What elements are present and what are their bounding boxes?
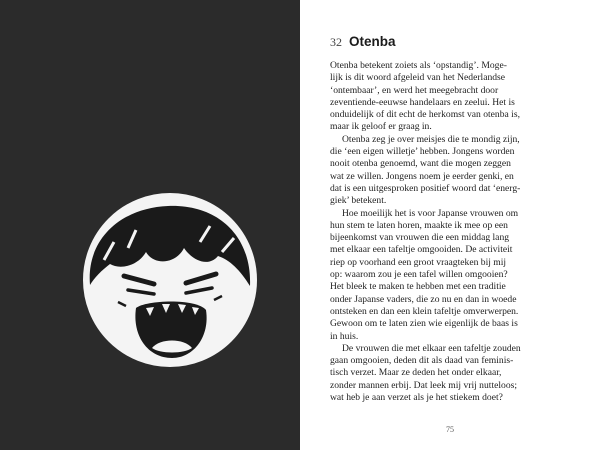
- text-line: dat is een uitgesproken positief woord dat ‘energ-: [330, 182, 521, 194]
- text-line: bijeenkomst van vrouwen die een middag lang: [330, 232, 510, 244]
- paragraph: [330, 60, 572, 134]
- text-line: nooit otenba genoemd, want die mogen zeggen: [330, 158, 511, 170]
- screaming-girl-face-illustration: [80, 190, 260, 370]
- text-line: Gewoon om te laten zien wie eigenlijk de baas is: [330, 318, 518, 330]
- text-line: wat ze willen. Jongens noem je eerder genki, en: [330, 170, 514, 182]
- page-number: 75: [446, 425, 454, 434]
- text-line: zeventiende-eeuwse handelaars en zeelui. Het is: [330, 96, 515, 108]
- chapter-heading: [330, 34, 396, 50]
- chapter-title: Otenba: [349, 34, 396, 49]
- chapter-body: [330, 60, 572, 404]
- paragraph: [330, 208, 572, 343]
- chapter-number: 32: [330, 35, 342, 49]
- text-line: op: waarom zou je een tafel willen omgooien?: [330, 269, 508, 281]
- text-line: riep op voorhand een groot vraagteken bij mij: [330, 256, 507, 268]
- text-line: tisch verzet. Maar ze deden het onder elkaar,: [330, 367, 502, 379]
- text-line: die ‘een eigen willetje’ hebben. Jongens worden: [330, 146, 515, 158]
- text-line: met elkaar een tafeltje omgooiden. De activiteit: [330, 244, 513, 256]
- text-line: gaan omgooien, deden dit als daad van feminis-: [330, 355, 514, 367]
- text-line: Hoe moeilijk het is voor Japanse vrouwen om: [342, 207, 519, 219]
- paragraph: [330, 134, 572, 208]
- text-line: lijk is dit woord afgeleid van het Nederlandse: [330, 72, 506, 84]
- text-line: ontsteken en dan een klein tafeltje omverwerpen.: [330, 305, 519, 317]
- text-line: Otenba betekent zoiets als ‘opstandig’. Moge-: [330, 60, 507, 71]
- text-line: Het bleek te maken te hebben met een traditie: [330, 281, 506, 293]
- text-line: Otenba zeg je over meisjes die te mondig zijn,: [342, 133, 520, 145]
- text-line: in huis.: [330, 330, 359, 342]
- text-line: ‘ontembaar’, en werd het meegebracht door: [330, 84, 499, 96]
- text-line: wat heb je aan verzet als je het stiekem doet?: [330, 392, 503, 404]
- text-line: hun stem te laten horen, maakte ik mee op een: [330, 219, 508, 231]
- paragraph: [330, 343, 572, 404]
- text-line: giek’ betekent.: [330, 195, 387, 207]
- text-line: onduidelijk of dit echt de herkomst van otenba is,: [330, 109, 520, 121]
- text-line: De vrouwen die met elkaar een tafeltje zouden: [342, 342, 521, 354]
- right-page: [300, 0, 600, 450]
- text-line: onder Japanse vaders, die zo nu en dan in woede: [330, 293, 517, 305]
- text-line: maar ik geloof er graag in.: [330, 121, 432, 133]
- text-line: zonder mannen erbij. Dat leek mij vrij nutteloos;: [330, 379, 518, 391]
